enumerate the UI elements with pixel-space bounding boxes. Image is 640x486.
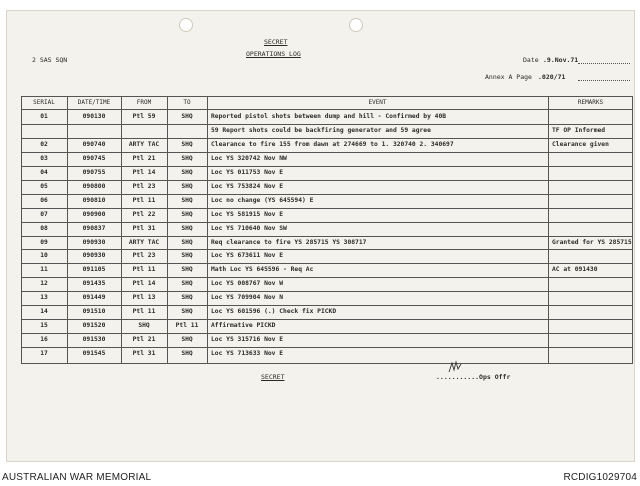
log-cell-datetime: 091449 [82,294,106,302]
log-cell-to: SHQ [181,224,193,232]
log-cell-serial: 13 [40,294,48,302]
signature-mark [447,360,463,374]
log-cell-to: SHQ [181,182,193,190]
log-cell-serial: 09 [40,238,48,246]
log-cell-datetime: 090755 [82,168,106,176]
log-cell-serial: 05 [40,182,48,190]
log-cell-event: Loc YS 713633 Nov E [211,350,284,358]
signature-line: ...........Ops Offr [436,373,511,381]
annex-underline [578,80,630,81]
table-rule [21,138,633,139]
log-cell-datetime: 090930 [82,252,106,260]
column-header-event: EVENT [368,99,387,106]
log-cell-serial: 10 [40,252,48,260]
column-header-serial: SERIAL [33,99,55,106]
table-rule [21,152,633,153]
annex-label: Annex A Page [485,73,532,81]
log-cell-serial: 03 [40,154,48,162]
log-cell-to: SHQ [181,280,193,288]
log-cell-from: Ptl 11 [132,266,156,274]
log-cell-from: SHQ [138,322,150,330]
table-column-rule [207,96,208,364]
classification-top: SECRET [264,38,288,46]
log-cell-event: Reported pistol shots between dump and hill - Confirmed by 40B [211,113,447,120]
log-cell-datetime: 090745 [82,154,106,162]
log-cell-to: SHQ [181,350,193,358]
log-cell-to: SHQ [181,266,193,274]
table-column-rule [632,96,633,364]
log-cell-event: Clearance to fire 155 from dawn at 274669 to 1. 320740 2. 340697 [211,140,454,148]
log-cell-event: Loc YS 011753 Nov E [211,168,284,176]
log-cell-serial: 06 [40,196,48,204]
log-cell-event: Loc YS 601596 (.) Check fix PICKD [211,308,337,316]
log-cell-datetime: 091435 [82,280,106,288]
log-cell-serial: 14 [40,308,48,316]
annex-value: .020/71 [538,73,566,81]
table-rule [21,236,633,237]
table-rule [21,194,633,195]
log-cell-from: Ptl 14 [132,280,156,288]
footer-reference: RCDIG1029704 [563,472,637,483]
log-cell-to: Ptl 11 [175,322,199,330]
log-cell-from: Ptl 31 [132,350,156,358]
date-value: .9.Nov.71 [543,56,579,64]
log-cell-serial: 07 [40,210,48,218]
log-cell-event: Loc YS 008767 Nov W [211,280,284,288]
log-cell-serial: 15 [40,322,48,330]
log-cell-serial: 17 [40,350,48,358]
log-cell-event: Loc YS 753824 Nov E [211,182,284,190]
table-rule [21,319,633,320]
table-rule [21,166,633,167]
log-cell-remarks: Clearance given [552,140,609,148]
log-cell-event: Math Loc YS 645596 - Req Ac [211,266,314,274]
table-rule [21,249,633,250]
log-cell-serial: 04 [40,168,48,176]
log-cell-datetime: 091530 [82,336,106,344]
log-cell-to: SHQ [181,113,193,120]
log-cell-from: Ptl 23 [132,182,156,190]
log-cell-event: Loc YS 320742 Nov NW [211,154,287,162]
log-cell-from: Ptl 11 [132,196,156,204]
table-rule [21,109,633,110]
table-rule [21,333,633,334]
log-cell-remarks: TF OP Informed [552,126,606,134]
log-cell-datetime: 090810 [82,196,106,204]
log-cell-remarks: Granted for YS 285715 [552,238,632,246]
date-label: Date [523,56,539,64]
log-cell-to: SHQ [181,140,193,148]
log-cell-from: Ptl 11 [132,308,156,316]
log-cell-datetime: 090800 [82,182,106,190]
log-cell-from: Ptl 31 [132,224,156,232]
log-cell-serial: 02 [40,140,48,148]
log-cell-from: Ptl 13 [132,294,156,302]
table-rule [21,277,633,278]
log-cell-from: Ptl 23 [132,252,156,260]
log-cell-to: SHQ [181,154,193,162]
log-cell-event: Req clearance to fire YS 285715 YS 308717 [211,238,367,246]
log-cell-from: Ptl 21 [132,154,156,162]
log-cell-to: SHQ [181,336,193,344]
footer-source: AUSTRALIAN WAR MEMORIAL [2,472,152,483]
table-rule [21,96,633,97]
page-title: OPERATIONS LOG [246,50,301,58]
punch-hole [349,18,363,32]
log-cell-to: SHQ [181,168,193,176]
log-cell-datetime: 090930 [82,238,106,246]
log-cell-to: SHQ [181,196,193,204]
table-rule [21,291,633,292]
log-cell-from: ARTY TAC [128,238,160,246]
log-cell-to: SHQ [181,294,193,302]
log-cell-from: Ptl 22 [132,210,156,218]
log-cell-event: Loc YS 581915 Nov E [211,210,284,218]
log-cell-event: Loc YS 315716 Nov E [211,336,284,344]
log-cell-datetime: 091510 [82,308,106,316]
log-cell-from: Ptl 59 [132,113,156,120]
log-cell-datetime: 090130 [82,113,106,120]
log-cell-datetime: 090740 [82,140,106,148]
date-underline [578,63,630,64]
log-cell-from: Ptl 14 [132,168,156,176]
log-cell-serial: 16 [40,336,48,344]
table-rule [21,222,633,223]
table-rule [21,305,633,306]
table-rule [21,347,633,348]
log-cell-datetime: 090900 [82,210,106,218]
log-cell-event: Loc no change (YS 645594) E [211,196,314,204]
log-cell-to: SHQ [181,210,193,218]
log-cell-datetime: 091520 [82,322,106,330]
column-header-datetime: DATE/TIME [77,99,111,106]
unit-name: 2 SAS SQN [32,56,68,64]
table-rule [21,124,633,125]
column-header-to: TO [183,99,191,106]
log-cell-datetime: 090837 [82,224,106,232]
log-cell-to: SHQ [181,308,193,316]
log-cell-event: 59 Report shots could be backfiring generator and 59 agree [211,126,431,134]
table-rule [21,180,633,181]
log-cell-datetime: 091105 [82,266,106,274]
log-cell-from: ARTY TAC [128,140,160,148]
punch-hole [179,18,193,32]
table-column-rule [548,96,549,364]
log-cell-serial: 11 [40,266,48,274]
log-cell-to: SHQ [181,252,193,260]
log-cell-event: Affirmative PICKD [211,322,276,330]
log-cell-serial: 01 [40,113,48,120]
classification-bottom: SECRET [261,373,285,381]
table-rule [21,208,633,209]
column-header-from: FROM [136,99,152,106]
log-cell-event: Loc YS 673611 Nov E [211,252,284,260]
log-cell-datetime: 091545 [82,350,106,358]
log-cell-serial: 12 [40,280,48,288]
column-header-remarks: REMARKS [577,99,604,106]
table-rule [21,363,633,364]
log-cell-event: Loc YS 710640 Nov SW [211,224,287,232]
log-cell-remarks: AC at 091430 [552,266,598,274]
log-cell-to: SHQ [181,238,193,246]
log-cell-event: Loc YS 709904 Nov N [211,294,284,302]
operations-log-table [21,96,633,364]
log-cell-from: Ptl 21 [132,336,156,344]
table-rule [21,263,633,264]
log-cell-serial: 08 [40,224,48,232]
